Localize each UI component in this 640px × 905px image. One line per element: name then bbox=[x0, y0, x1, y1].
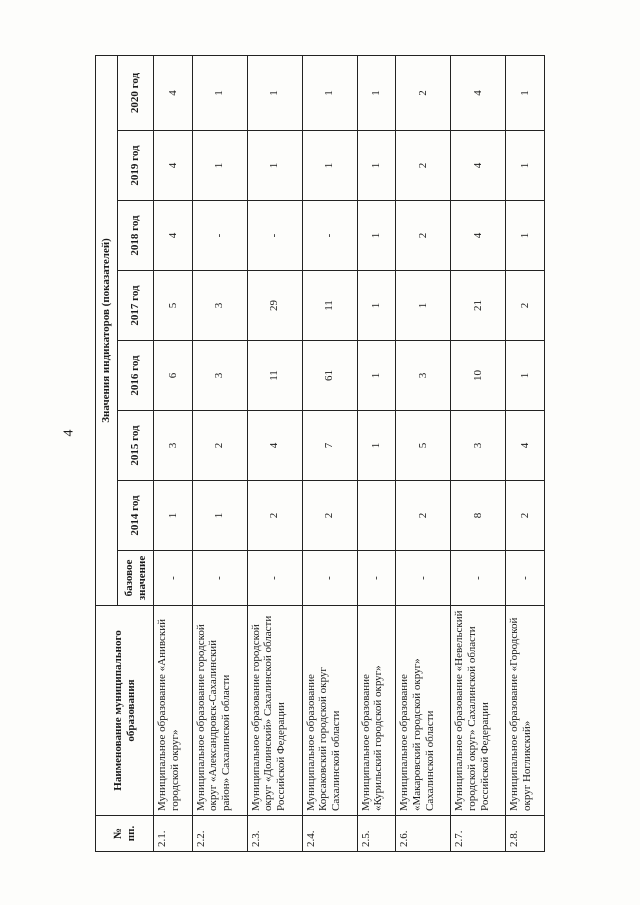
year-value-cell: 1 bbox=[357, 131, 396, 201]
year-value-cell: 1 bbox=[192, 131, 247, 201]
table-row bbox=[357, 55, 396, 851]
row-number: 2.2. bbox=[192, 816, 247, 852]
municipality-name: Муниципальное образование «Невельский городской округ» Сахалинской области Российской Федерации bbox=[451, 606, 506, 816]
header-year: 2017 год bbox=[118, 271, 154, 341]
base-value-cell: - bbox=[357, 551, 396, 606]
header-year: 2018 год bbox=[118, 201, 154, 271]
year-value-cell: 2 bbox=[396, 131, 451, 201]
row-number: 2.7. bbox=[451, 816, 506, 852]
row-number: 2.8. bbox=[506, 816, 545, 852]
municipality-name: Муниципальное образование городской округ «Александровск-Сахалинский район» Сахалинской области bbox=[192, 606, 247, 816]
year-value-cell: 4 bbox=[154, 201, 193, 271]
base-value-cell: - bbox=[396, 551, 451, 606]
municipality-name: Муниципальное образование «Макаровский городской округ» Сахалинской области bbox=[396, 606, 451, 816]
year-value-cell: 8 bbox=[451, 481, 506, 551]
year-value-cell: 11 bbox=[247, 341, 302, 411]
municipality-name: Муниципальное образование «Курильский городской округ» bbox=[357, 606, 396, 816]
row-number: 2.3. bbox=[247, 816, 302, 852]
year-value-cell: 4 bbox=[451, 55, 506, 130]
year-value-cell bbox=[357, 481, 396, 551]
year-value-cell: 5 bbox=[396, 411, 451, 481]
year-value-cell: 4 bbox=[154, 55, 193, 130]
year-value-cell: 3 bbox=[154, 411, 193, 481]
year-value-cell: 1 bbox=[357, 55, 396, 130]
year-value-cell: 1 bbox=[302, 55, 357, 130]
table-row bbox=[192, 55, 247, 851]
table-body bbox=[154, 55, 545, 851]
row-number: 2.4. bbox=[302, 816, 357, 852]
base-value-cell: - bbox=[302, 551, 357, 606]
municipality-name: Муниципальное образование «Анивский городской округ» bbox=[154, 606, 193, 816]
year-value-cell: 3 bbox=[451, 411, 506, 481]
year-value-cell: 2 bbox=[192, 411, 247, 481]
year-value-cell: 11 bbox=[302, 271, 357, 341]
year-value-cell: 1 bbox=[192, 481, 247, 551]
year-value-cell: 3 bbox=[192, 341, 247, 411]
municipality-name: Муниципальное образование «Городской округ Ногликский» bbox=[506, 606, 545, 816]
year-value-cell: 21 bbox=[451, 271, 506, 341]
header-no: № пп. bbox=[96, 816, 154, 852]
header-year: 2014 год bbox=[118, 481, 154, 551]
year-value-cell: - bbox=[192, 201, 247, 271]
year-value-cell: 1 bbox=[247, 55, 302, 130]
year-value-cell: 4 bbox=[154, 131, 193, 201]
year-value-cell: 2 bbox=[506, 271, 545, 341]
year-value-cell: - bbox=[247, 201, 302, 271]
year-value-cell: 5 bbox=[154, 271, 193, 341]
year-value-cell: 3 bbox=[192, 271, 247, 341]
row-number: 2.1. bbox=[154, 816, 193, 852]
header-name: Наименование муниципального образования bbox=[96, 606, 154, 816]
year-value-cell: 1 bbox=[154, 481, 193, 551]
year-value-cell: 7 bbox=[302, 411, 357, 481]
year-value-cell: 2 bbox=[247, 481, 302, 551]
header-base: базовое значение bbox=[118, 551, 154, 606]
year-value-cell: 4 bbox=[247, 411, 302, 481]
header-values-group: Значения индикаторов (показателей) bbox=[96, 55, 118, 605]
table-row bbox=[506, 55, 545, 851]
header-year: 2015 год bbox=[118, 411, 154, 481]
year-value-cell: 2 bbox=[302, 481, 357, 551]
year-value-cell: 1 bbox=[192, 55, 247, 130]
table-row bbox=[396, 55, 451, 851]
table-row bbox=[451, 55, 506, 851]
year-value-cell: 2 bbox=[396, 201, 451, 271]
base-value-cell: - bbox=[506, 551, 545, 606]
year-value-cell: 2 bbox=[396, 55, 451, 130]
year-value-cell: 4 bbox=[506, 411, 545, 481]
year-value-cell: 29 bbox=[247, 271, 302, 341]
rotated-table-container bbox=[95, 56, 545, 852]
header-year: 2019 год bbox=[118, 131, 154, 201]
year-value-cell: 3 bbox=[396, 341, 451, 411]
year-value-cell: 1 bbox=[357, 411, 396, 481]
table-row bbox=[247, 55, 302, 851]
year-value-cell: 6 bbox=[154, 341, 193, 411]
row-number: 2.5. bbox=[357, 816, 396, 852]
year-value-cell: 1 bbox=[302, 131, 357, 201]
row-number: 2.6. bbox=[396, 816, 451, 852]
year-value-cell: - bbox=[302, 201, 357, 271]
year-value-cell: 1 bbox=[506, 131, 545, 201]
year-value-cell: 1 bbox=[506, 55, 545, 130]
year-value-cell: 4 bbox=[451, 201, 506, 271]
year-value-cell: 1 bbox=[506, 341, 545, 411]
year-value-cell: 2 bbox=[396, 481, 451, 551]
header-year: 2016 год bbox=[118, 341, 154, 411]
year-value-cell: 10 bbox=[451, 341, 506, 411]
year-value-cell: 1 bbox=[506, 201, 545, 271]
year-value-cell: 1 bbox=[396, 271, 451, 341]
header-year: 2020 год bbox=[118, 55, 154, 130]
table-row bbox=[302, 55, 357, 851]
base-value-cell: - bbox=[247, 551, 302, 606]
year-value-cell: 4 bbox=[451, 131, 506, 201]
year-value-cell: 1 bbox=[357, 201, 396, 271]
year-value-cell: 1 bbox=[357, 271, 396, 341]
base-value-cell: - bbox=[192, 551, 247, 606]
page-number: 4 bbox=[61, 429, 77, 437]
year-value-cell: 2 bbox=[506, 481, 545, 551]
base-value-cell: - bbox=[451, 551, 506, 606]
municipality-name: Муниципальное образование городской округ «Долинский» Сахалинской области Российской Федерации bbox=[247, 606, 302, 816]
base-value-cell: - bbox=[154, 551, 193, 606]
indicators-table bbox=[95, 55, 545, 852]
year-value-cell: 1 bbox=[357, 341, 396, 411]
table-row bbox=[154, 55, 193, 851]
year-value-cell: 1 bbox=[247, 131, 302, 201]
year-value-cell: 61 bbox=[302, 341, 357, 411]
municipality-name: Муниципальное образование Корсаковский городской округ Сахалинской области bbox=[302, 606, 357, 816]
